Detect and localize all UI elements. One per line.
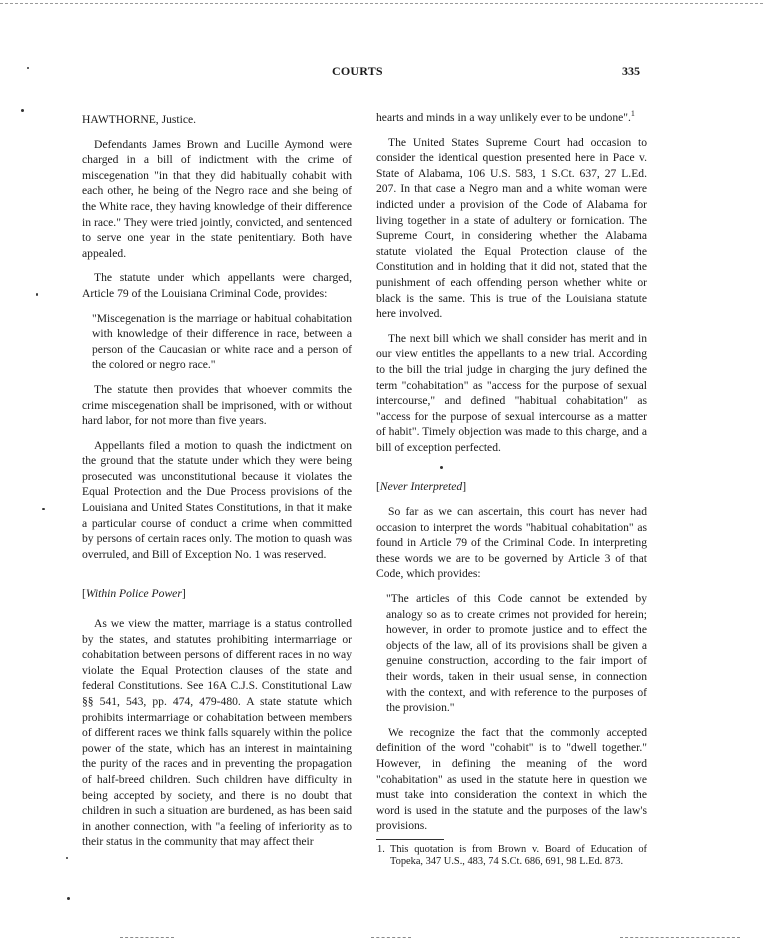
scan-speck xyxy=(42,508,45,510)
footnote-number: 1. xyxy=(377,843,385,855)
scan-speck xyxy=(21,109,24,112)
right-column xyxy=(376,110,647,868)
bottom-scan-line xyxy=(620,937,740,938)
scan-speck xyxy=(440,466,443,469)
paragraph: The statute then provides that whoever commits the crime miscegenation shall be imprisoned, with or without hard labor, for not more than five years. xyxy=(82,382,352,428)
paragraph: As we view the matter, marriage is a status controlled by the states, and statutes prohibiting intermarriage or cohabitation between persons of different races in no way violate the Equal Protection clauses of the state and federal Constitutions. See 16A C.J.S. Constitutional Law §§ 541, 543, pp. 474, 479-480. A state statute which prohibits intermarriage or cohabitation between members of different races we think falls squarely within the police power of the state, which has an interest in maintaining the purity of the races and in preventing the propagation of half-breed children. Such children have difficulty in being accepted by society, and there is no doubt that children in such a situation are burdened, as has been said in another connection, with "a feeling of inferiority as to their status in the community that may affect their xyxy=(82,617,352,849)
statute-quote: "Miscegenation is the marriage or habitual cohabitation with knowledge of their difference in race, between a person of the Caucasian or white race and a person of the colored or negro race." xyxy=(92,311,352,372)
footnote-marker: 1 xyxy=(630,109,635,119)
footnote-divider xyxy=(376,839,444,840)
scan-speck xyxy=(27,67,29,69)
subheading-text: Never Interpreted xyxy=(379,480,463,494)
statute-quote: "The articles of this Code cannot be extended by analogy so as to create crimes not provided for herein; however, in order to promote justice and to effect the objects of the law, all of its provisions shall be given a genuine construction, according to the fair import of their words, taken in their usual sense, in connection with the context, and with reference to the purposes of the provision." xyxy=(386,592,647,715)
paragraph: Appellants filed a motion to quash the indictment on the ground that the statute under which they were being prosecuted was unconstitutional because it violates the Equal Protection and the Due Process provisions of the Louisiana and United States Constitutions, in that it make a particular course of conduct a crime when committed by persons of certain races only. The motion to quash was overruled, and Bill of Exception No. 1 was reserved. xyxy=(82,438,352,561)
page-number: 335 xyxy=(622,64,640,78)
paragraph: The United States Supreme Court had occasion to consider the identical question presented here in Pace v. State of Alabama, 106 U.S. 583, 1 S.Ct. 637, 27 L.Ed. 207. In that case a Negro man and a white woman were indicted under a provision of the Code of Alabama for living together in a state of adultery or fornication. The Supreme Court, in considering whether the Alabama statute violated the Equal Protection clause of the Constitution and in holding that it did not, stated that the punishment of each offending person whether white or black is the same. This is true of the Louisiana statute here involved. xyxy=(376,135,647,321)
opinion-author: HAWTHORNE, Justice. xyxy=(82,113,197,126)
scan-speck xyxy=(66,857,68,859)
paragraph-text: hearts and minds in a way unlikely ever to be undone". xyxy=(376,111,631,124)
section-subheading: [Never Interpreted] xyxy=(376,480,467,494)
subheading-text: Within Police Power xyxy=(85,587,182,601)
paragraph: We recognize the fact that the commonly accepted definition of the word "cohabit" is to "dwell together." However, in defining the meaning of the word "cohabitation" as used in the statute here in question we must take into consideration the context in which the word is used in the statute and the purposes of the law's provisions. xyxy=(376,725,647,833)
paragraph: So far as we can ascertain, this court has never had occasion to interpret the words "habitual cohabitation" as found in Article 79 of the Criminal Code. In interpreting these words we are to be governed by Article 3 of that Code, which provides: xyxy=(376,505,647,581)
scan-speck xyxy=(36,293,38,296)
paragraph: Defendants James Brown and Lucille Aymond were charged in a bill of indictment with the crime of miscegenation "in that they did habitually cohabit with each other, he being of the Negro race and she being of the White race, they having knowledge of their difference in race." They were tried jointly, convicted, and sentenced to serve one year in the state penitentiary. Both have appealed. xyxy=(82,137,352,260)
paragraph: The statute under which appellants were charged, Article 79 of the Louisiana Criminal Code, provides: xyxy=(82,271,352,300)
section-subheading: [Within Police Power] xyxy=(82,587,186,601)
paragraph: The next bill which we shall consider has merit and in our view entitles the appellants to a new trial. According to the bill the trial judge in charging the jury defined the term "cohabitation" as "access for the purpose of sexual intercourse," and defined "habitual cohabitation" as "access for the purpose of sexual intercourse as a matter of habit". Timely objection was made to this charge, and a bill of exception perfected. xyxy=(376,331,647,454)
top-dashed-border xyxy=(0,3,763,4)
running-title: COURTS xyxy=(332,64,383,78)
footnote-text: This quotation is from Brown v. Board of Education of Topeka, 347 U.S., 483, 74 S.Ct. 686, 691, 98 L.Ed. 873. xyxy=(390,843,647,867)
left-column xyxy=(82,112,352,850)
paragraph-continued xyxy=(376,110,647,126)
bottom-scan-line xyxy=(371,937,411,938)
scan-speck xyxy=(67,897,70,900)
footnote xyxy=(376,844,647,868)
bottom-scan-line xyxy=(120,937,174,938)
